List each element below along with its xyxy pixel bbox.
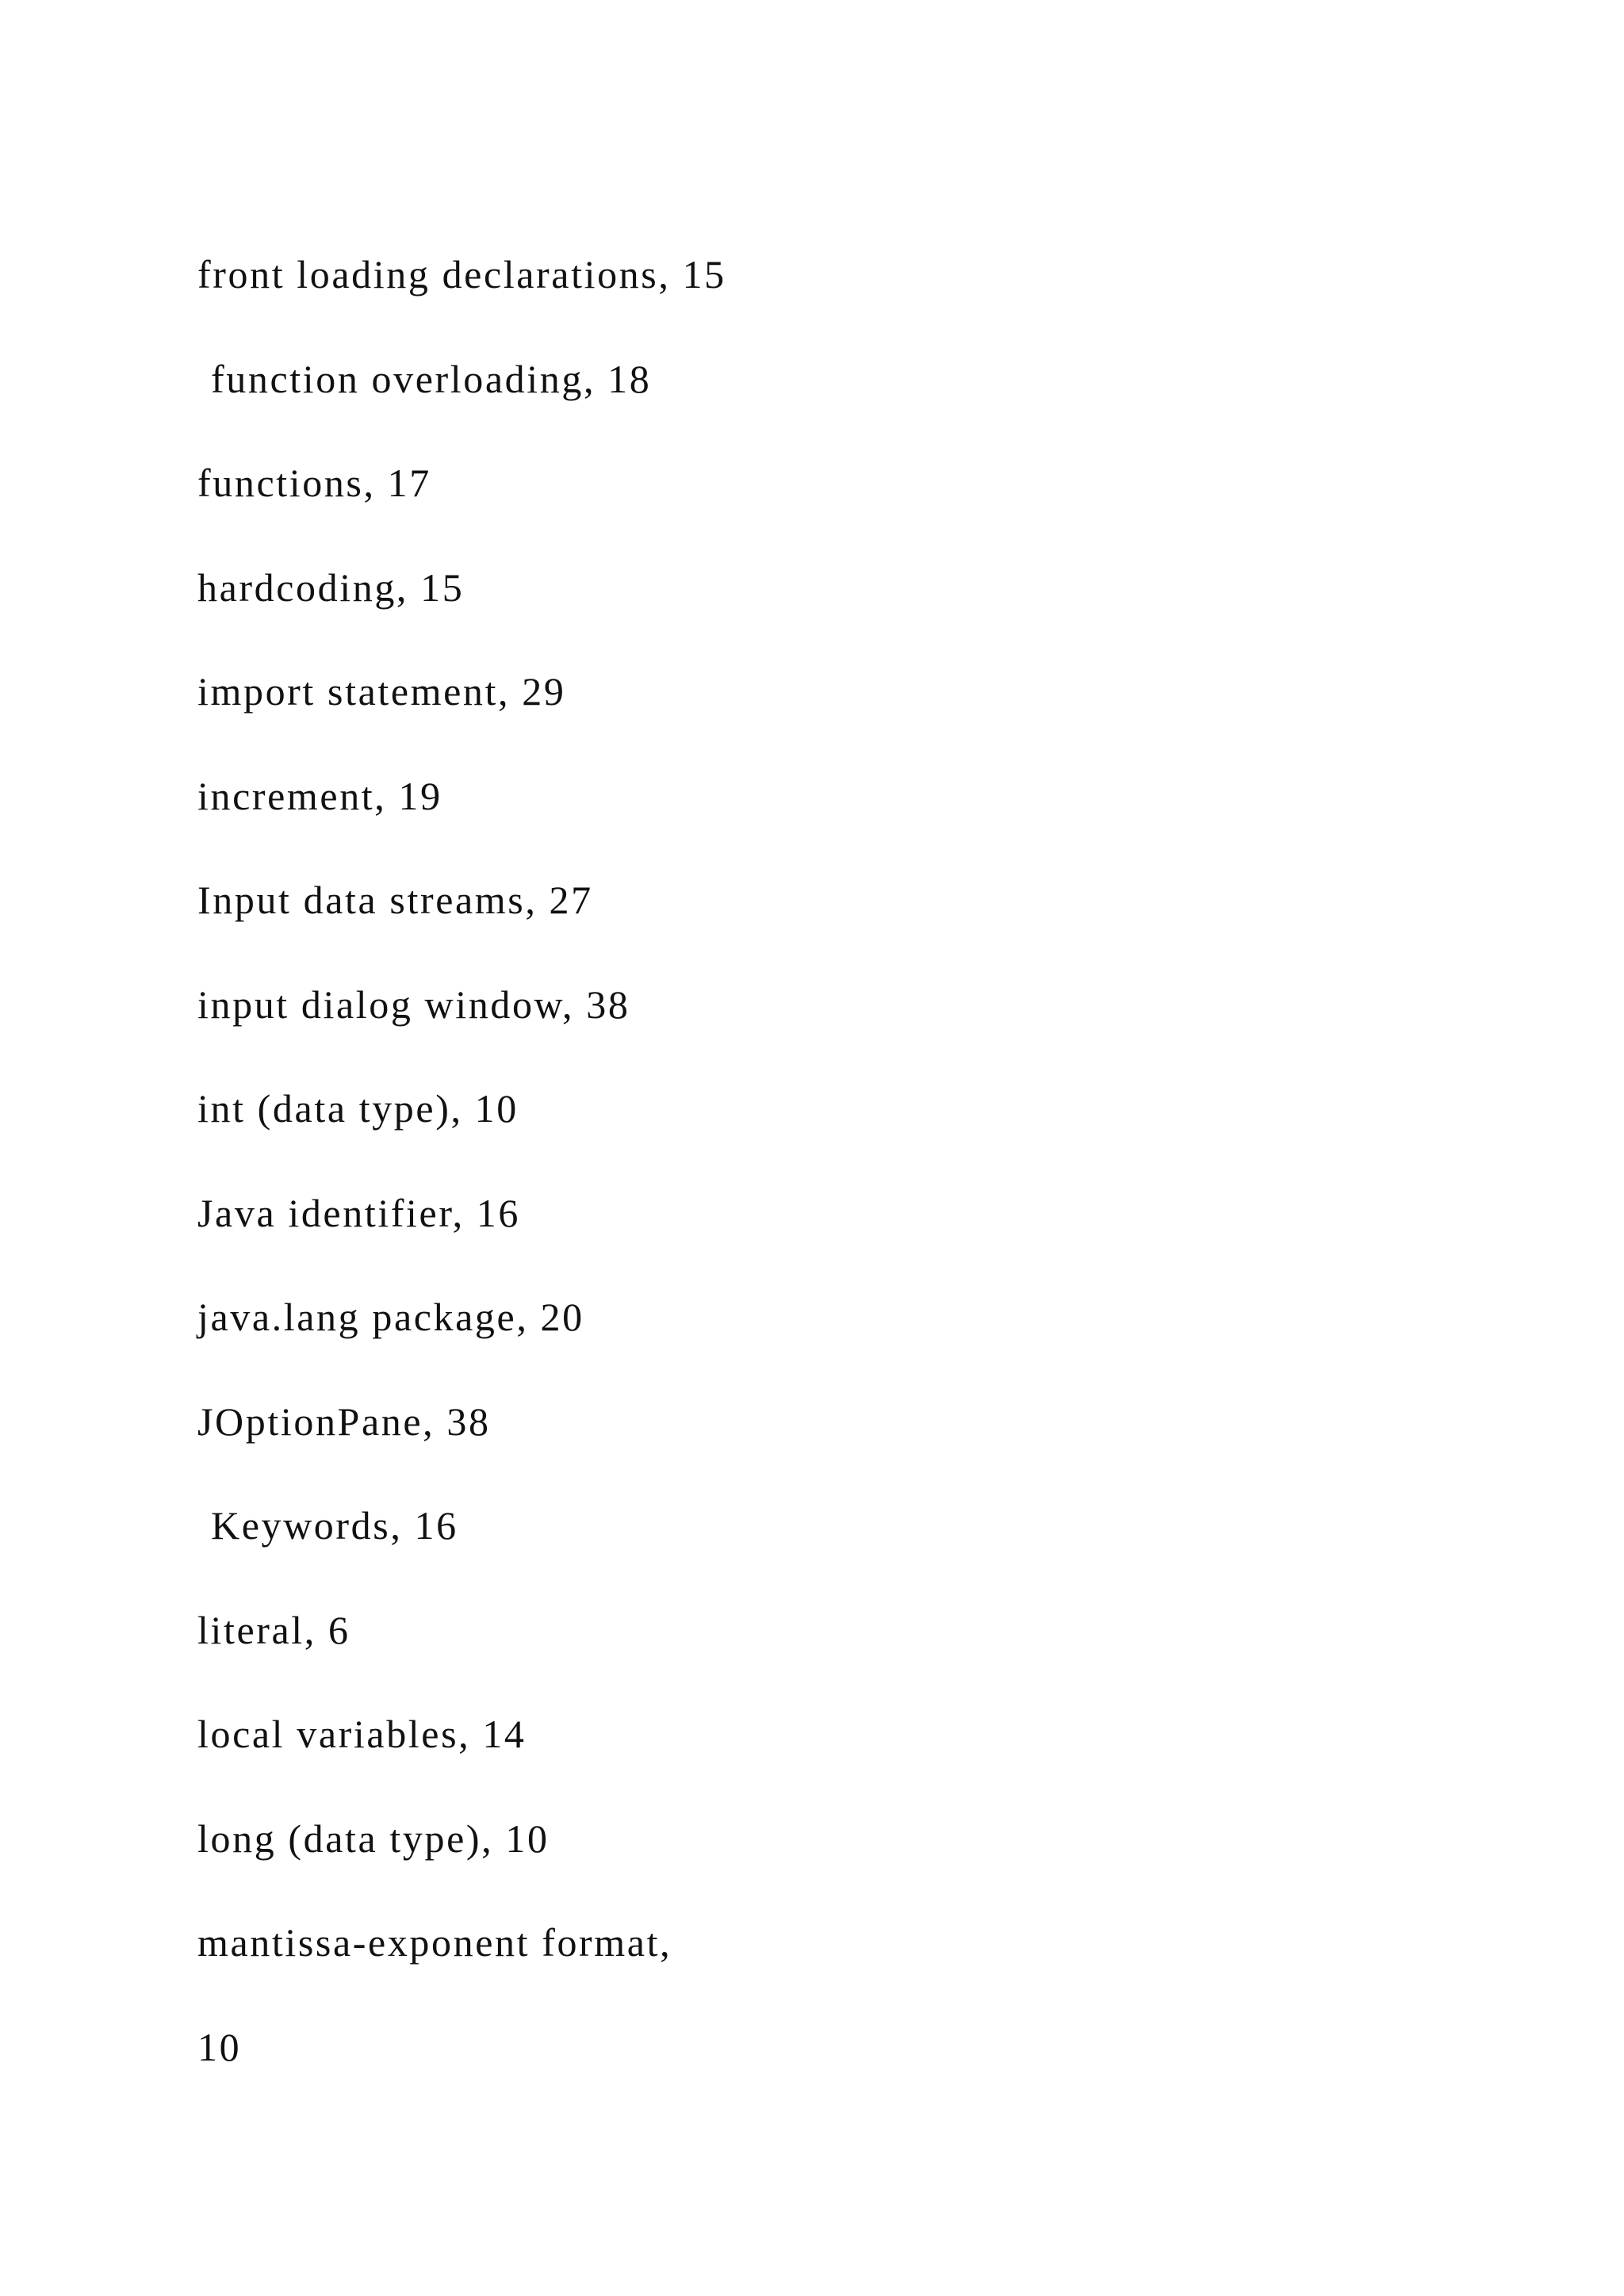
index-entry: mantissa-exponent format,	[197, 1920, 672, 1965]
index-entry: long (data type), 10	[197, 1816, 550, 1861]
index-entry: local variables, 14	[197, 1712, 527, 1756]
index-entry: functions, 17	[197, 461, 431, 505]
index-entry: import statement, 29	[197, 669, 566, 714]
index-entry: input dialog window, 38	[197, 982, 630, 1027]
index-entry: increment, 19	[197, 773, 442, 818]
index-entry: hardcoding, 15	[197, 564, 465, 610]
index-entry: int (data type), 10	[197, 1086, 519, 1131]
index-entry: Keywords, 16	[211, 1503, 458, 1548]
index-entry: literal, 6	[197, 1607, 350, 1652]
index-entry: Java identifier, 16	[197, 1190, 520, 1235]
index-entry: java.lang package, 20	[197, 1295, 584, 1339]
index-entry: function overloading, 18	[211, 356, 652, 401]
index-entry-continuation: 10	[197, 2024, 242, 2069]
index-entry: JOptionPane, 38	[197, 1399, 491, 1444]
index-list	[197, 243, 1545, 2119]
index-entry: front loading declarations, 15	[197, 252, 726, 297]
index-entry: Input data streams, 27	[197, 878, 593, 922]
